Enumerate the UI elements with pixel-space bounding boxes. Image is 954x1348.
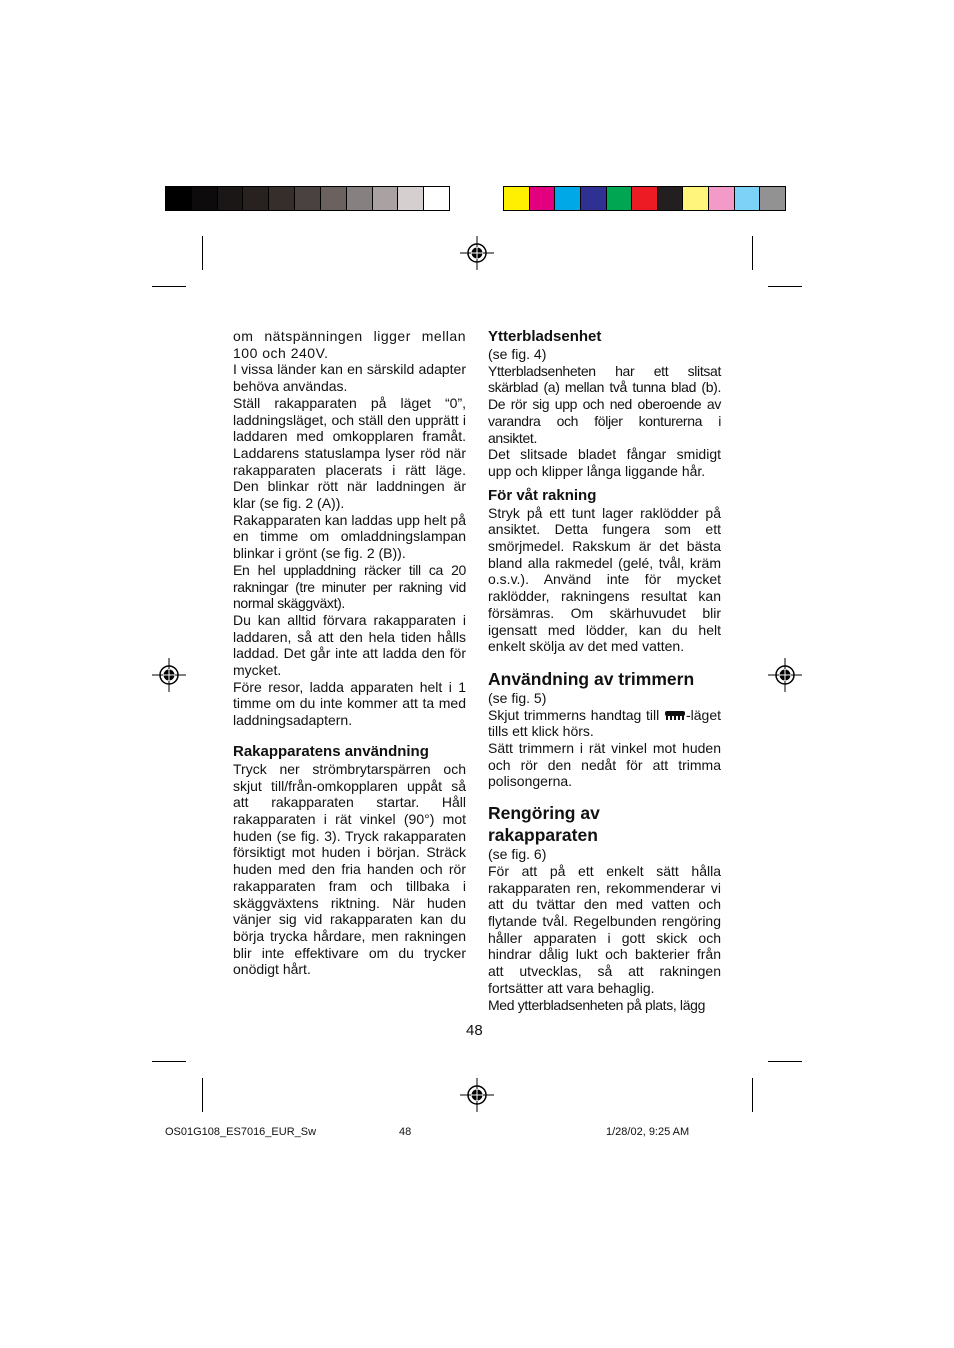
paragraph-text: -läget tills ett klick hörs.	[488, 706, 722, 740]
paragraph: I vissa länder kan en särskild adapter behöva användas.	[233, 361, 466, 395]
color-swatch	[398, 187, 424, 210]
color-swatch	[581, 187, 607, 210]
cmyk-color-bar	[503, 186, 786, 211]
crop-mark	[152, 286, 186, 287]
registration-mark-icon	[152, 658, 186, 692]
crop-mark	[202, 236, 203, 270]
crop-mark	[752, 1078, 753, 1112]
figure-reference: (se fig. 5)	[488, 689, 547, 706]
paragraph: Tryck ner strömbrytarspärren och skjut till/från-omkopplaren uppåt så att rakapparaten startar. Håll rakapparaten i rät vinkel (90°) mot huden (se fig. 3). Tryck rakapparaten försiktigt mot huden i början. Sträck huden med den fria handen och rör rakapparaten fram och tillbaka i skäggväxtens riktning. När huden vänjer sig vid rakapparaten kan du börja trycka hårdare, men rakningen blir inte effektivare om du trycker onödigt hårt.	[233, 760, 466, 978]
section-heading: Användning av trimmern	[488, 668, 695, 689]
paragraph: Du kan alltid förvara rakapparaten i laddaren, så att den hela tiden hålls laddad. Det går inte att ladda den för mycket.	[233, 611, 466, 679]
crop-mark	[152, 1061, 186, 1062]
paragraph: Före resor, ladda apparaten helt i 1 timme om du inte kommer att ta med laddningsadaptern.	[233, 678, 466, 729]
registration-mark-icon	[460, 1078, 494, 1112]
color-swatch	[192, 187, 218, 210]
color-swatch	[760, 187, 785, 210]
page-number: 48	[466, 1022, 483, 1039]
color-swatch	[607, 187, 633, 210]
color-swatch	[424, 187, 449, 210]
color-swatch	[347, 187, 373, 210]
paragraph: Ställ rakapparaten på läget “0”, laddningsläget, och ställ den upprätt i laddaren med omkopplaren framåt. Laddarens statuslampa lyser röd när rakapparaten placerats i rätt läge. Den blinkar rött när laddningen är klar (se fig. 2 (A)).	[233, 394, 466, 512]
paragraph: om nätspänningen ligger mellan 100 och 240V.	[233, 328, 466, 361]
paragraph-text: Skjut trimmerns handtag till	[488, 706, 660, 723]
color-swatch	[709, 187, 735, 210]
figure-reference: (se fig. 4)	[488, 346, 547, 362]
color-swatch	[243, 187, 269, 210]
section-heading: För våt rakning	[488, 486, 597, 504]
paragraph: Rakapparaten kan laddas upp helt på en timme om omladdningslampan blinkar i grönt (se fig. 2 (B)).	[233, 511, 466, 562]
registration-mark-icon	[768, 658, 802, 692]
color-swatch	[166, 187, 192, 210]
paragraph: Ytterbladsenheten har ett slitsat skärblad (a) mellan två tunna blad (b). De rör sig upp och ned oberoende av varandra och följer konturerna i ansiktet.	[488, 362, 721, 446]
color-swatch	[218, 187, 244, 210]
trimmer-icon	[664, 710, 686, 721]
crop-mark	[202, 1078, 203, 1112]
crop-mark	[768, 1061, 802, 1062]
color-swatch	[632, 187, 658, 210]
color-swatch	[269, 187, 295, 210]
section-heading: Rakapparatens användning	[233, 742, 429, 760]
paragraph: Med ytterbladsenheten på plats, lägg	[488, 996, 705, 1013]
color-swatch	[555, 187, 581, 210]
paragraph: Det slitsade bladet fångar smidigt upp och klipper långa liggande hår.	[488, 446, 721, 479]
section-heading: Ytterbladsenhet	[488, 328, 602, 345]
color-swatch	[295, 187, 321, 210]
color-swatch	[373, 187, 399, 210]
grayscale-color-bar	[165, 186, 450, 211]
color-swatch	[504, 187, 530, 210]
left-column	[233, 328, 466, 978]
color-swatch	[530, 187, 556, 210]
color-swatch	[321, 187, 347, 210]
paragraph: För att på ett enkelt sätt hålla rakapparaten ren, rekommenderar vi att du tvättar den med vatten och flytande tvål. Regelbunden rengöring håller apparaten i gott skick och hindrar dålig lukt och bakterier från att utvecklas, så att rakningen fortsätter att vara behaglig.	[488, 862, 721, 996]
crop-mark	[752, 236, 753, 270]
color-swatch	[658, 187, 684, 210]
paragraph: Stryk på ett tunt lager raklödder på ansiktet. Detta fungera som ett smörjmedel. Rakskum är det bästa bland alla rakmedel (gelé, tvål, kräm o.s.v.). Använd inte för mycket raklödder, rakningens resultat kan försämras. Om skärhuvudet blir igensatt med lödder, kan du helt enkelt skölja av det med vatten.	[488, 504, 721, 655]
right-column	[488, 328, 721, 1013]
section-heading: Rengöring av rakapparaten	[488, 803, 600, 846]
footer-timestamp: 1/28/02, 9:25 AM	[606, 1126, 690, 1138]
crop-mark	[768, 286, 802, 287]
color-swatch	[735, 187, 761, 210]
registration-mark-icon	[460, 236, 494, 270]
figure-reference: (se fig. 6)	[488, 846, 547, 863]
paragraph	[488, 707, 721, 740]
paragraph: Sätt trimmern i rät vinkel mot huden och rör den nedåt för att trimma polisongerna.	[488, 740, 721, 790]
footer-filename: OS01G108_ES7016_EUR_Sw	[165, 1126, 317, 1138]
paragraph: En hel uppladdning räcker till ca 20 rakningar (tre minuter per rakning vid normal skäggväxt).	[233, 561, 466, 612]
color-swatch	[683, 187, 709, 210]
footer-page: 48	[399, 1126, 412, 1138]
